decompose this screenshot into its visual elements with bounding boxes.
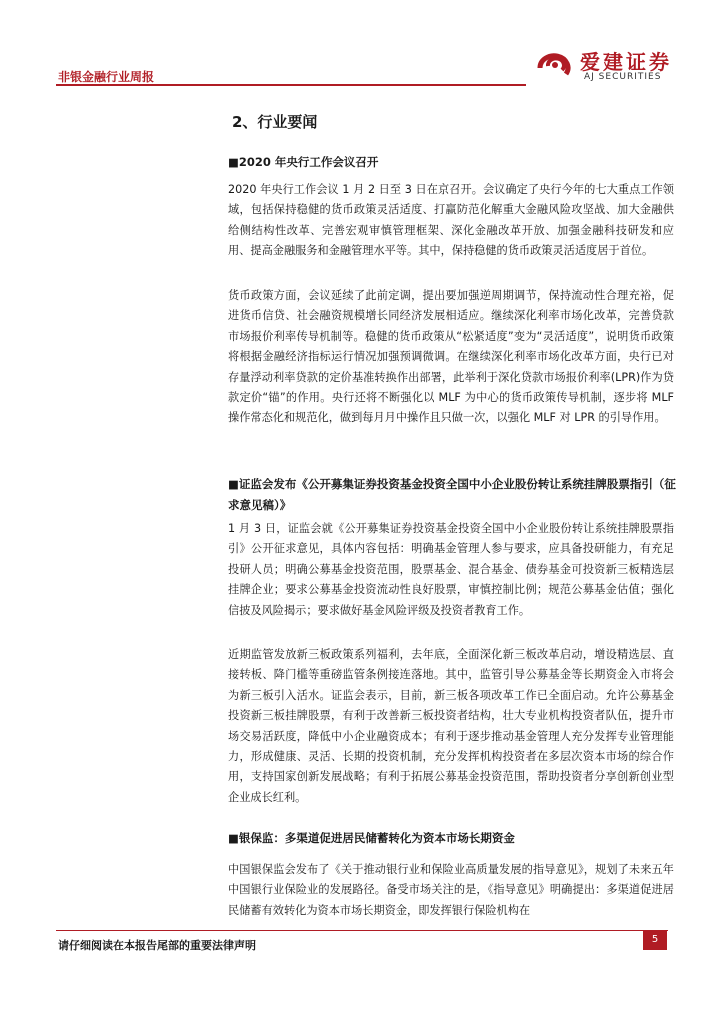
news-title-1: ■2020 年央行工作会议召开 bbox=[228, 155, 379, 169]
page-number: 5 bbox=[643, 930, 667, 950]
news-1-paragraph-1: 2020 年央行工作会议 1 月 2 日至 3 日在京召开。会议确定了央行今年的七大重点工作领域，包括保持稳健的货币政策灵活适度、打赢防范化解重大金融风险攻坚战、加大金融供给侧结构性改革、完善宏观审慎管理框架、深化金融改革开放、加强金融科技研发和应用、提高金融服务和金融管理水平等。其中，保持稳健的货币政策灵活适度居于首位。 bbox=[228, 183, 674, 258]
news-title-3: ■银保监：多渠道促进居民储蓄转化为资本市场长期资金 bbox=[228, 831, 515, 845]
news-2-paragraph-1: 1 月 3 日，证监会就《公开募集证券投资基金投资全国中小企业股份转让系统挂牌股票指引》公开征求意见，具体内容包括：明确基金管理人参与要求，应具备投研能力，有充足投研人员；明确公募基金投资范围，股票基金、混合基金、债券基金可投资新三板精选层挂牌企业；要求公募基金投资流动性良好股票，审慎控制比例；规范公募基金估值；强化信披及风险揭示；要求做好基金风险评级及投资者教育工作。 bbox=[228, 522, 674, 617]
header-rule bbox=[56, 84, 526, 86]
footer-rule bbox=[56, 930, 668, 931]
aj-logo-icon bbox=[536, 48, 576, 82]
news-title-2: ■证监会发布《公开募集证券投资基金投资全国中小企业股份转让系统挂牌股票指引（征求意见稿）》 bbox=[228, 477, 676, 512]
news-1-paragraph-2: 货币政策方面，会议延续了此前定调，提出要加强逆周期调节，保持流动性合理充裕，促进货币信贷、社会融资规模增长同经济发展相适应。继续深化利率市场化改革，完善贷款市场报价利率传导机制等。稳健的货币政策从“松紧适度”变为“灵活适度”，说明货币政策将根据金融经济指标运行情况加强预调微调。在继续深化利率市场化改革方面，央行已对存量浮动利率贷款的定价基准转换作出部署，此举利于深化贷款市场报价利率(LPR)作为贷款定价“锚”的作用。央行还将不断强化以 MLF 为中心的货币政策传导机制，逐步将 MLF 操作常态化和规范化，做到每月月中操作且只做一次，以强化 MLF 对 LPR 的引导作用。 bbox=[228, 289, 674, 425]
section-title: 2、行业要闻 bbox=[232, 113, 318, 131]
header-title: 非银金融行业周报 bbox=[58, 70, 155, 84]
brand-name: 爱建证券 bbox=[580, 50, 672, 74]
news-2-paragraph-2: 近期监管发放新三板政策系列福利，去年底，全面深化新三板改革启动，增设精选层、直接转板、降门槛等重磅监管条例接连落地。其中，监管引导公募基金等长期资金入市将会为新三板引入活水。证监会表示，目前，新三板各项改革工作已全面启动。允许公募基金投资新三板挂牌股票，有利于改善新三板投资者结构，壮大专业机构投资者队伍，提升市场交易活跃度，降低中小企业融资成本；有利于逐步推动基金管理人充分发挥专业管理能力，形成健康、灵活、长期的投资机制，充分发挥机构投资者在多层次资本市场的综合作用，支持国家创新发展战略；有利于拓展公募基金投资范围，帮助投资者分享创新创业型企业成长红利。 bbox=[228, 648, 674, 804]
news-3-paragraph-1: 中国银保监会发布了《关于推动银行业和保险业高质量发展的指导意见》，规划了未来五年中国银行业保险业的发展路径。备受市场关注的是，《指导意见》明确提出：多渠道促进居民储蓄有效转化为资本市场长期资金，即发挥银行保险机构在 bbox=[228, 863, 674, 917]
brand-en: AJ SECURITIES bbox=[584, 72, 662, 82]
footer-disclaimer: 请仔细阅读在本报告尾部的重要法律声明 bbox=[58, 939, 256, 952]
brand-logo bbox=[536, 44, 676, 88]
